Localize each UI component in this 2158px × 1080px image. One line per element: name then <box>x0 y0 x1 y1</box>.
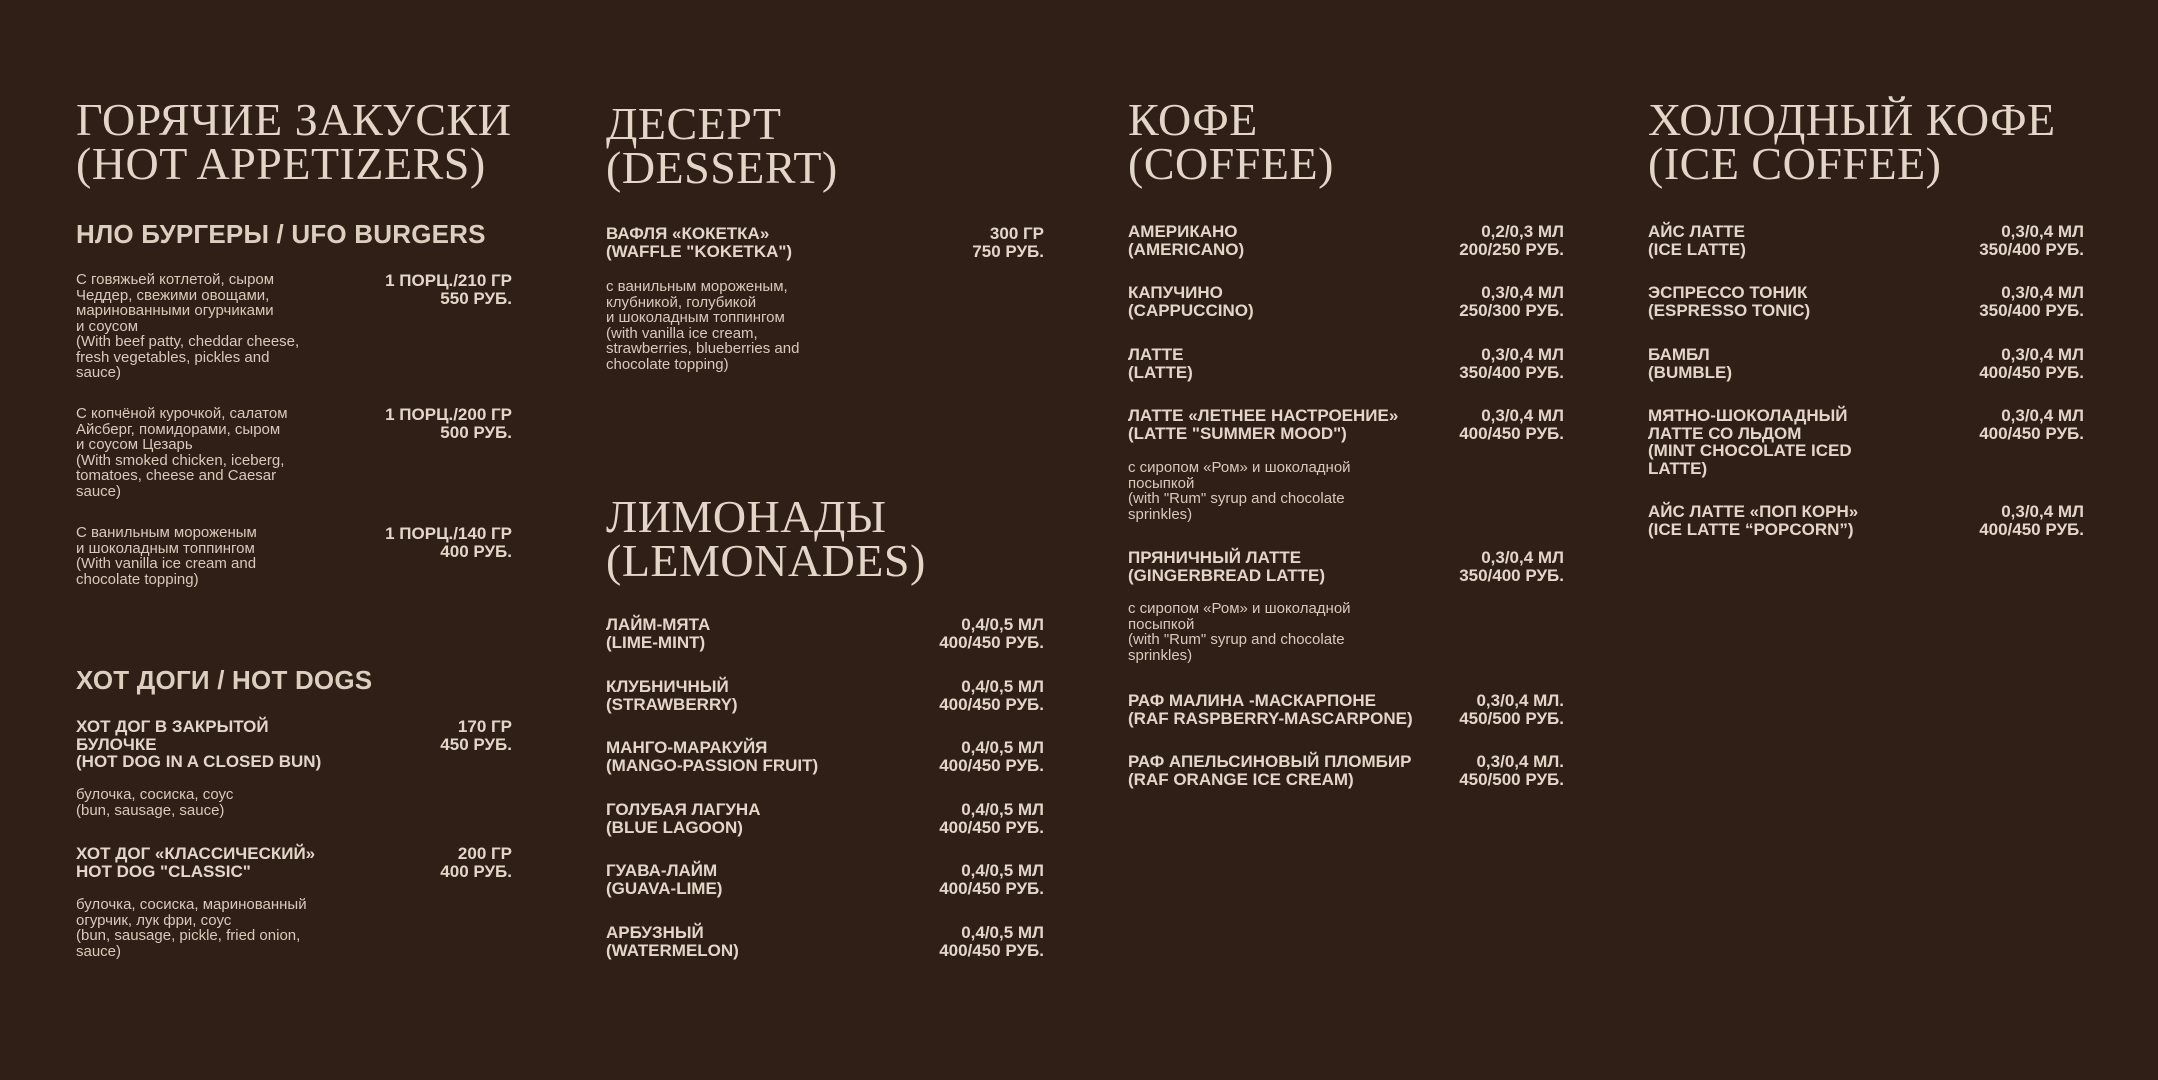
item-description: с ванильным мороженым, клубникой, голубикой и шоколадным топпингом (with vanilla ice cream, strawberries, blueberries and chocolate topping) <box>606 278 800 373</box>
item-description: с сиропом «Ром» и шоколадной посыпкой (with "Rum" syrup and chocolate sprinkles) <box>1128 600 1351 664</box>
dessert-title: ДЕСЕРТ (DESSERT) <box>606 98 838 193</box>
item-description: с сиропом «Ром» и шоколадной посыпкой (with "Rum" syrup and chocolate sprinkles) <box>1128 459 1351 523</box>
item-name: ХОТ ДОГ В ЗАКРЫТОЙ БУЛОЧКЕ (HOT DOG IN A CLOSED BUN) <box>76 717 322 771</box>
item-price: 1 ПОРЦ./200 ГР 500 РУБ. <box>385 405 512 442</box>
item-price: 1 ПОРЦ./140 ГР 400 РУБ. <box>385 524 512 561</box>
item-name: ХОТ ДОГ «КЛАССИЧЕСКИЙ» HOT DOG "CLASSIC" <box>76 844 316 881</box>
item-description: булочка, сосиска, маринованный огурчик, лук фри, соус (bun, sausage, pickle, fried onion, sauce) <box>76 896 307 960</box>
coffee-title: КОФЕ (COFFEE) <box>1128 94 1334 189</box>
hot-appetizers-title: ГОРЯЧИЕ ЗАКУСКИ (HOT APPETIZERS) <box>76 94 512 189</box>
item-description: булочка, сосиска, соус (bun, sausage, sauce) <box>76 786 234 819</box>
item-description: С копчёной курочкой, салатом Айсберг, помидорами, сыром и соусом Цезарь (With smoked chicken, iceberg, tomatoes, cheese and Caesar sauce) <box>76 405 288 500</box>
ufo-burgers-heading: НЛО БУРГЕРЫ / UFO BURGERS <box>76 219 486 249</box>
item-price: 1 ПОРЦ./210 ГР 550 РУБ. <box>385 271 512 308</box>
ice-coffee-title: ХОЛОДНЫЙ КОФЕ (ICE COFFEE) <box>1648 94 2056 189</box>
item-description: С говяжьей котлетой, сыром Чеддер, свежими овощами, маринованными огурчиками и соусом (With beef patty, cheddar cheese, fresh vegetables, pickles and sauce) <box>76 271 300 381</box>
item-price: 170 ГР 450 РУБ. <box>440 717 512 754</box>
item-price: 200 ГР 400 РУБ. <box>440 844 512 881</box>
hot-dogs-heading: ХОТ ДОГИ / HOT DOGS <box>76 665 373 695</box>
item-price: 300 ГР 750 РУБ. <box>972 224 1044 261</box>
item-description: С ванильным мороженым и шоколадным топпингом (With vanilla ice cream and chocolate topping) <box>76 524 257 588</box>
item-name: ВАФЛЯ «КОКЕТКА» (WAFFLE "KOKETKA") <box>606 224 793 261</box>
lemonades-title: ЛИМОНАДЫ (LEMONADES) <box>606 491 926 586</box>
